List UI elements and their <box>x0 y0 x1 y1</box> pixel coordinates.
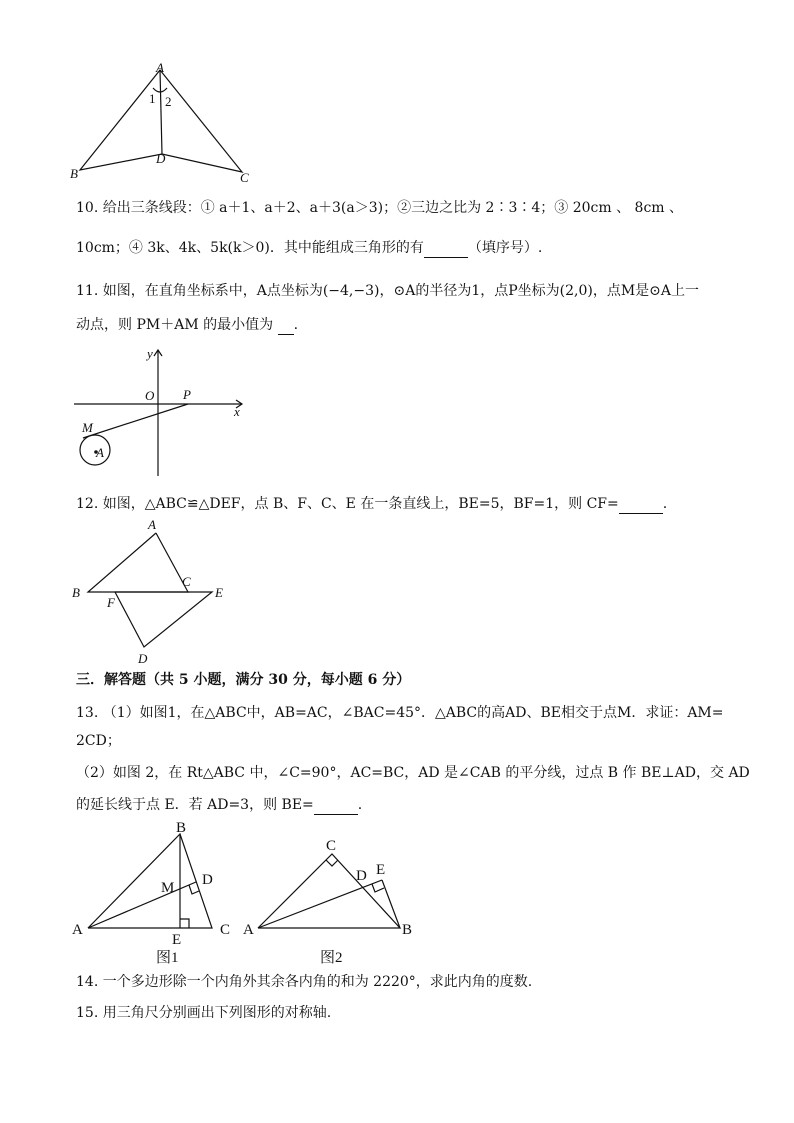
q13-part2-tail: . <box>357 797 363 813</box>
label-m: M <box>82 420 93 435</box>
label-b: B <box>72 585 80 600</box>
q13-part2-text: 的延长线于点 E．若 AD=3，则 BE= <box>76 797 314 813</box>
caption-figure-1: 图1 <box>156 950 179 966</box>
answer-blank <box>424 243 468 258</box>
label-d: D <box>156 151 166 166</box>
right-angle-c <box>326 860 338 866</box>
right-angle-e <box>180 919 189 928</box>
label-e: E <box>376 862 386 878</box>
q12-line <box>76 494 667 514</box>
q12-tail: . <box>662 496 668 512</box>
section-heading: 三．解答题（共 5 小题，满分 30 分，每小题 6 分） <box>76 672 411 688</box>
figure-q9 <box>60 58 260 188</box>
label-f: F <box>107 595 115 610</box>
label-e: E <box>215 585 223 600</box>
label-c: C <box>182 574 191 589</box>
q10-line1: 10. 给出三条线段：① a＋1、a＋2、a＋3(a＞3)；②三边之比为 2∶3∶4；③ 20cm 、 8cm 、 <box>76 200 684 216</box>
q13-part1-line2: 2CD； <box>76 733 121 749</box>
q10-line2 <box>76 238 542 258</box>
figure-q12 <box>70 515 240 665</box>
figure-q11 <box>70 344 260 484</box>
label-o: O <box>145 388 155 403</box>
q9-segment-ad <box>160 70 162 154</box>
q11-line2 <box>76 315 298 335</box>
label-d: D <box>202 872 213 888</box>
figure-q13-1 <box>66 818 246 968</box>
q10-line2-text: 10cm；④ 3k、4k、5k(k＞0)．其中能组成三角形的有 <box>76 240 424 256</box>
label-b: B <box>402 922 413 938</box>
answer-blank <box>619 499 663 514</box>
label-a: A <box>148 517 156 532</box>
q11-line1: 11. 如图，在直角坐标系中，A点坐标为(−4,−3)，⊙A的半径为1，点P坐标为(2,0)，点M是⊙A上一 <box>76 283 700 299</box>
label-c: C <box>220 922 231 938</box>
label-c: C <box>326 838 337 854</box>
q13-part2-line2 <box>76 795 362 815</box>
caption-figure-2: 图2 <box>320 950 343 966</box>
label-m: M <box>161 880 175 896</box>
segment-ae <box>258 880 382 928</box>
answer-blank <box>314 800 358 815</box>
label-d: D <box>138 651 148 666</box>
label-a: A <box>156 60 164 75</box>
segment-be <box>382 880 400 928</box>
label-e: E <box>172 932 182 948</box>
label-b: B <box>70 166 78 181</box>
q10-line2-tail: （填序号）. <box>467 240 543 256</box>
triangle-def <box>115 592 212 647</box>
q13-part2-line1: （2）如图 2，在 Rt△ABC 中，∠C=90°，AC=BC，AD 是∠CAB 的平分线，过点 B 作 BE⊥AD，交 AD <box>76 765 750 781</box>
segment-pm <box>83 404 188 438</box>
triangle-abc <box>88 533 188 592</box>
q15-text: 15. 用三角尺分别画出下列图形的对称轴. <box>76 1005 332 1021</box>
label-x: x <box>234 404 240 419</box>
label-angle-1: 1 <box>149 91 156 106</box>
label-y: y <box>147 346 153 361</box>
label-b: B <box>176 820 187 836</box>
label-angle-2: 2 <box>165 94 172 109</box>
triangle-abc <box>88 834 212 928</box>
label-c: C <box>240 170 249 185</box>
q12-text: 12. 如图，△ABC≌△DEF，点 B、F、C、E 在一条直线上，BE=5，BF=1，则 CF= <box>76 496 619 512</box>
circle-a <box>80 435 110 465</box>
q13-part1-line1: 13. （1）如图1，在△ABC中，AB=AC，∠BAC=45°．△ABC的高AD、BE相交于点M．求证：AM= <box>76 705 724 721</box>
label-a: A <box>96 445 104 460</box>
right-angle-e <box>372 884 384 892</box>
q11-line2-tail: . <box>293 317 299 333</box>
figure-q13-2 <box>242 832 432 968</box>
q14-text: 14. 一个多边形除一个内角外其余各内角的和为 2220°，求此内角的度数. <box>76 974 533 990</box>
label-a: A <box>243 922 254 938</box>
label-d: D <box>356 868 367 884</box>
label-a: A <box>72 922 83 938</box>
q11-line2-text: 动点，则 PM＋AM 的最小值为 <box>76 317 274 333</box>
answer-blank <box>278 320 294 335</box>
label-p: P <box>183 387 191 402</box>
